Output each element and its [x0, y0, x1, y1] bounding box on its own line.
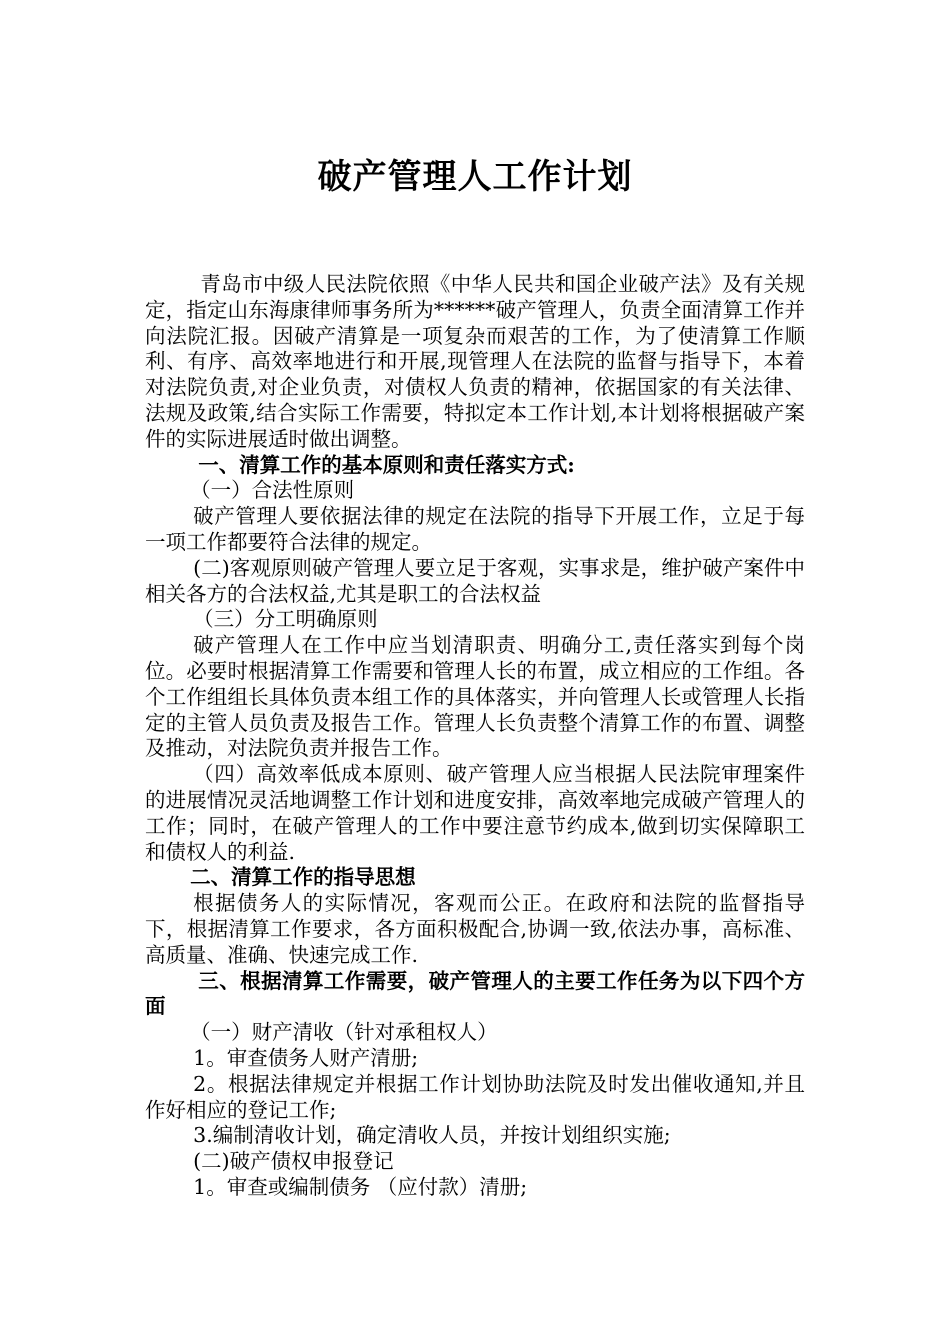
- section-1-sub-1-text: 破产管理人要依据法律的规定在法院的指导下开展工作，立足于每一项工作都要符合法律的规定。: [145, 504, 805, 554]
- document-title: 破产管理人工作计划: [317, 157, 633, 197]
- section-1-sub-3-title: （三）分工明确原则: [193, 607, 378, 632]
- section-3-sub-2-title: (二)破产债权申报登记: [193, 1149, 394, 1174]
- list-item: 1。审查或编制债务 （应付款）清册;: [193, 1174, 528, 1199]
- section-3-heading: 三、根据清算工作需要，破产管理人的主要工作任务为以下四个方面: [145, 968, 805, 1019]
- section-1-heading: 一、清算工作的基本原则和责任落实方式:: [198, 452, 575, 477]
- document-body: [145, 272, 805, 1201]
- list-item: 1。审查债务人财产清册;: [193, 1045, 419, 1070]
- section-1-sub-3-text: 破产管理人在工作中应当划清职责、明确分工,责任落实到每个岗位。必要时根据清算工作需要和管理人长的布置，成立相应的工作组。各个工作组组长具体负责本组工作的具体落实，并向管理人长或管理人长指定的主管人员负责及报告工作。管理人长负责整个清算工作的布置、调整及推动，对法院负责并报告工作。: [145, 633, 805, 761]
- section-1-sub-2-text: (二)客观原则破产管理人要立足于客观，实事求是，维护破产案件中相关各方的合法权益,尤其是职工的合法权益: [145, 555, 805, 606]
- intro-paragraph: 青岛市中级人民法院依照《中华人民共和国企业破产法》及有关规定，指定山东海康律师事务所为******破产管理人，负责全面清算工作并向法院汇报。因破产清算是一项复杂而艰苦的工作，为了使清算工作顺利、有序、高效率地进行和开展,现管理人在法院的监督与指导下，本着对法院负责,对企业负责，对债权人负责的精神，依据国家的有关法律、法规及政策,结合实际工作需要，特拟定本工作计划,本计划将根据破产案件的实际进展适时做出调整。: [145, 272, 805, 451]
- section-2-text: 根据债务人的实际情况，客观而公正。在政府和法院的监督指导下，根据清算工作要求，各方面积极配合,协调一致,依法办事，高标准、高质量、准确、快速完成工作.: [145, 891, 805, 967]
- section-1-sub-1-title: （一）合法性原则: [190, 478, 355, 503]
- list-item: 2。根据法律规定并根据工作计划协助法院及时发出催收通知,并且作好相应的登记工作;: [145, 1071, 805, 1122]
- section-3-sub-1-title: （一）财产清收（针对承租权人）: [190, 1020, 498, 1045]
- section-2-heading: 二、清算工作的指导思想: [190, 865, 416, 890]
- section-1-sub-4-text: （四）高效率低成本原则、破产管理人应当根据人民法院审理案件的进展情况灵活地调整工作计划和进度安排，高效率地完成破产管理人的工作；同时，在破产管理人的工作中要注意节约成本,做到切实保障职工和债权人的利益.: [145, 762, 805, 864]
- list-item: 3.编制清收计划，确定清收人员，并按计划组织实施;: [193, 1123, 671, 1148]
